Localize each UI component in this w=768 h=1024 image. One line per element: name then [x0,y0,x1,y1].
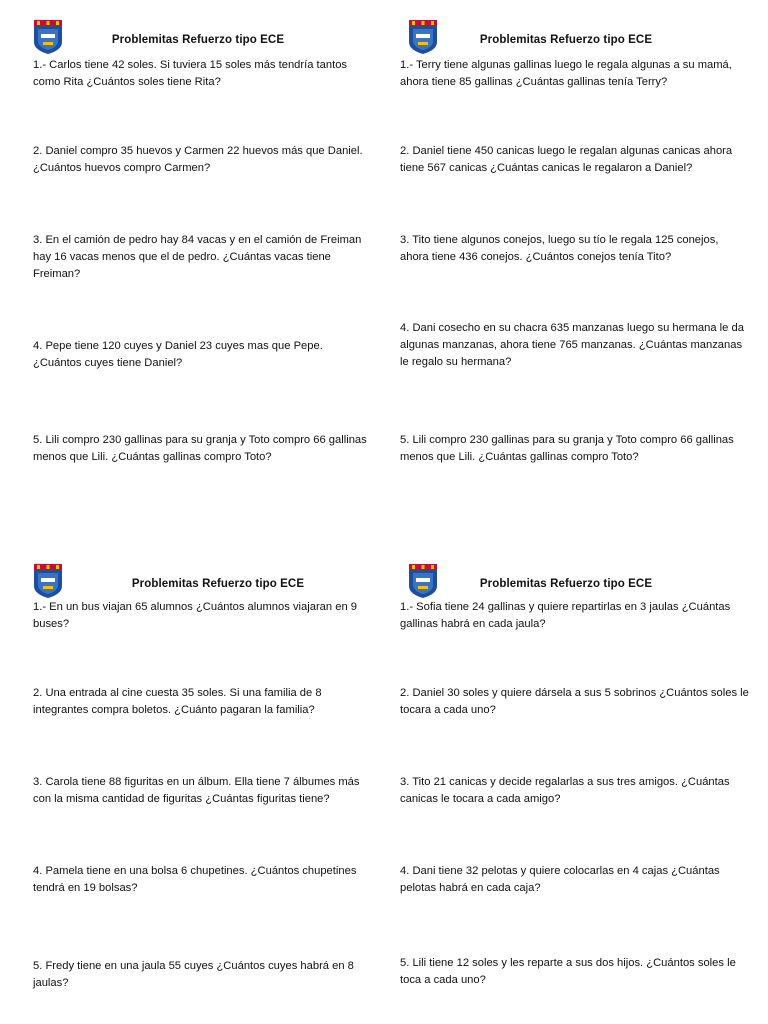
problem-5: 5. Fredy tiene en una jaula 55 cuyes ¿Cuántos cuyes habrá en 8 jaulas? [33,960,354,989]
problem-1: 1.- En un bus viajan 65 alumnos ¿Cuántos alumnos viajaran en 9 buses? [33,601,358,630]
problem-3: 3. Tito 21 canicas y decide regalarlas a sus tres amigos. ¿Cuántas canicas le tocara a cada amigo? [400,776,730,805]
worksheet-title: Problemitas Refuerzo tipo ECE [479,34,653,46]
problem-4: 4. Dani tiene 32 pelotas y quiere colocarlas en 4 cajas ¿Cuántas pelotas habrá en cada caja? [400,865,720,894]
worksheet-title: Problemitas Refuerzo tipo ECE [111,34,285,46]
problem-2: 2. Daniel 30 soles y quiere dársela a sus 5 sobrinos ¿Cuántos soles le tocara a cada uno? [400,687,749,716]
problem-1: 1.- Carlos tiene 42 soles. Si tuviera 15 soles más tendría tantos como Rita ¿Cuántos soles tiene Rita? [33,59,348,88]
problem-2: 2. Daniel compro 35 huevos y Carmen 22 huevos más que Daniel. ¿Cuántos huevos compro Carmen? [33,145,363,174]
problem-2: 2. Una entrada al cine cuesta 35 soles. Si una familia de 8 integrantes compra boletos. ¿Cuánto pagaran la familia? [33,687,322,716]
worksheet-title: Problemitas Refuerzo tipo ECE [479,578,653,590]
problem-5: 5. Lili tiene 12 soles y les reparte a sus dos hijos. ¿Cuántos soles le toca a cada uno? [400,957,736,986]
problem-5: 5. Lili compro 230 gallinas para su granja y Toto compro 66 gallinas menos que Lili. ¿Cuántas gallinas compro Toto? [400,434,734,463]
school-crest-icon [33,564,63,598]
problem-3: 3. Tito tiene algunos conejos, luego su tío le regala 125 conejos, ahora tiene 436 conejos. ¿Cuántos conejos tenía Tito? [400,234,719,263]
problem-1: 1.- Terry tiene algunas gallinas luego le regala algunas a su mamá, ahora tiene 85 gallinas ¿Cuántas gallinas tenía Terry? [400,59,732,88]
problem-3: 3. Carola tiene 88 figuritas en un álbum. Ella tiene 7 álbumes más con la misma cantidad de figuritas ¿Cuántas figuritas tiene? [33,776,360,805]
problem-3: 3. En el camión de pedro hay 84 vacas y en el camión de Freiman hay 16 vacas menos que el de pedro. ¿Cuántas vacas tiene Freiman? [33,234,362,280]
problem-2: 2. Daniel tiene 450 canicas luego le regalan algunas canicas ahora tiene 567 canicas ¿Cuántas canicas le regalaron a Daniel? [400,145,733,174]
problem-1: 1.- Sofia tiene 24 gallinas y quiere repartirlas en 3 jaulas ¿Cuántas gallinas habrá en cada jaula? [400,601,731,630]
worksheet-title: Problemitas Refuerzo tipo ECE [131,578,305,590]
problem-5: 5. Lili compro 230 gallinas para su granja y Toto compro 66 gallinas menos que Lili. ¿Cuántas gallinas compro Toto? [33,434,367,463]
problem-4: 4. Pamela tiene en una bolsa 6 chupetines. ¿Cuántos chupetines tendrá en 19 bolsas? [33,865,357,894]
problem-4: 4. Pepe tiene 120 cuyes y Daniel 23 cuyes mas que Pepe. ¿Cuántos cuyes tiene Daniel? [33,340,323,369]
problem-4: 4. Dani cosecho en su chacra 635 manzanas luego su hermana le da algunas manzanas, ahora tiene 765 manzanas. ¿Cuántas manzanas le regalo su hermana? [400,322,744,368]
